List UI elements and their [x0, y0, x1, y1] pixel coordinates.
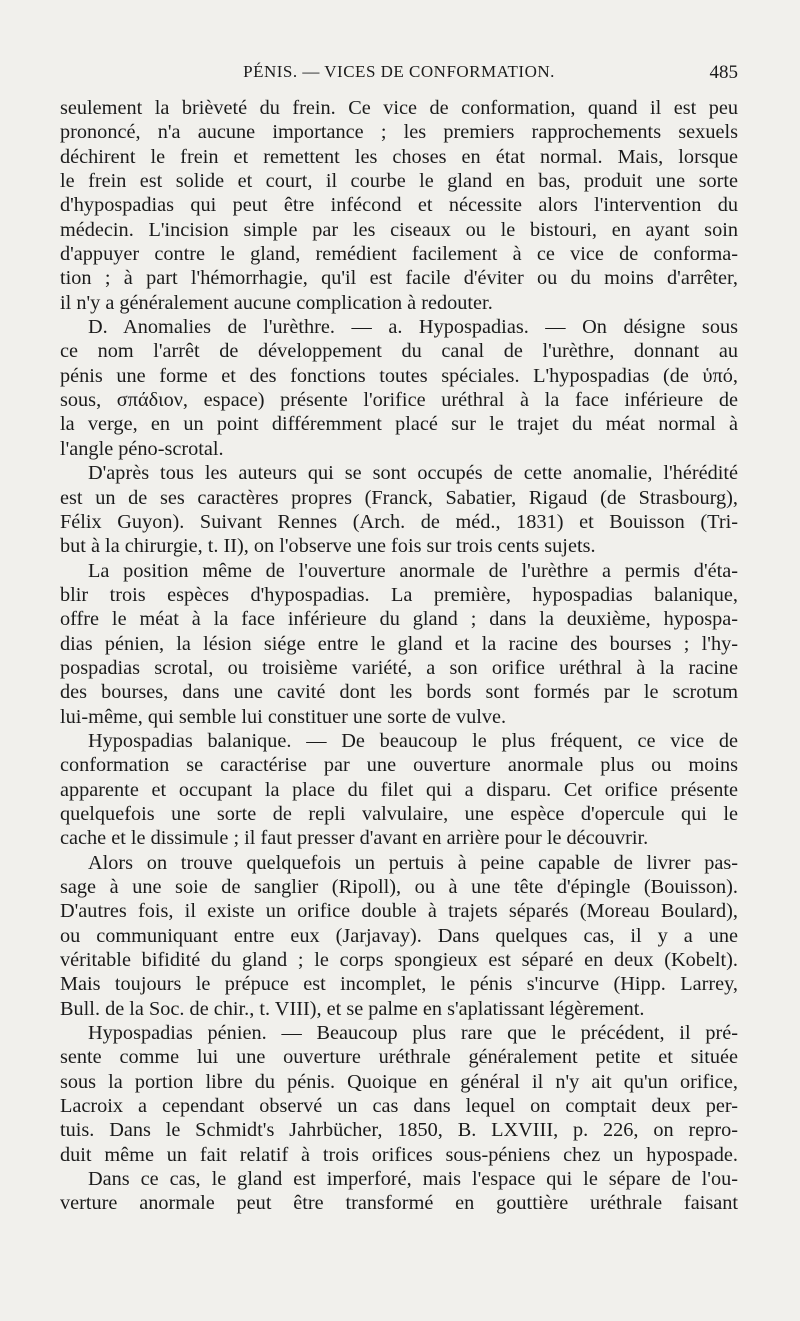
- text-line: dias pénien, la lésion siége entre le gland et la racine des bourses ; l'hy-: [60, 632, 738, 655]
- text-line: Hypospadias balanique. — De beaucoup le plus fréquent, ce vice de: [88, 729, 738, 752]
- text-line: sous, σπάδιον, espace) présente l'orifice uréthral à la face inférieure de: [60, 389, 738, 412]
- text-line: l'angle péno-scrotal.: [60, 437, 224, 460]
- text-line: déchirent le frein et remettent les choses en état normal. Mais, lorsque: [60, 145, 738, 168]
- text-line: La position même de l'ouverture anormale de l'urèthre a permis d'éta-: [88, 559, 738, 582]
- text-line: Bull. de la Soc. de chir., t. VIII), et se palme en s'aplatissant légèrement.: [60, 997, 645, 1020]
- text-line: Mais toujours le prépuce est incomplet, le pénis s'incurve (Hipp. Larrey,: [60, 973, 738, 996]
- text-line: Dans ce cas, le gland est imperforé, mais l'espace qui le sépare de l'ou-: [88, 1168, 738, 1191]
- text-line: pospadias scrotal, ou troisième variété, a son orifice uréthral à la racine: [60, 656, 738, 679]
- text-line: la verge, en un point différemment placé sur le trajet du méat normal à: [60, 413, 738, 436]
- text-line: Hypospadias pénien. — Beaucoup plus rare que le précédent, il pré-: [88, 1022, 738, 1045]
- running-title: PÉNIS. — VICES DE CONFORMATION.: [243, 62, 555, 81]
- text-line: conformation se caractérise par une ouverture anormale plus ou moins: [60, 754, 738, 777]
- text-line: quelquefois une sorte de repli valvulaire, une espèce d'opercule qui le: [60, 802, 738, 825]
- running-header: [60, 62, 738, 90]
- text-line: d'hypospadias qui peut être infécond et nécessite alors l'intervention du: [60, 194, 738, 217]
- text-line: Alors on trouve quelquefois un pertuis à peine capable de livrer pas-: [88, 851, 738, 874]
- text-line: médecin. L'incision simple par les ciseaux ou le bistouri, en ayant soin: [60, 218, 738, 241]
- text-line: blir trois espèces d'hypospadias. La première, hypospadias balanique,: [60, 583, 738, 606]
- text-line: apparente et occupant la place du filet qui a disparu. Cet orifice présente: [60, 778, 738, 801]
- text-line: offre le méat à la face inférieure du gland ; dans la deuxième, hypospa-: [60, 608, 738, 631]
- text-line: est un de ses caractères propres (Franck, Sabatier, Rigaud (de Strasbourg),: [60, 486, 738, 509]
- text-line: il n'y a généralement aucune complication à redouter.: [60, 291, 493, 314]
- text-line: ce nom l'arrêt de développement du canal de l'urèthre, donnant au: [60, 340, 738, 363]
- text-line: sage à une soie de sanglier (Ripoll), ou à une tête d'épingle (Bouisson).: [60, 876, 738, 898]
- text-line: seulement la brièveté du frein. Ce vice de conformation, quand il est peu: [60, 97, 738, 119]
- text-line: D'après tous les auteurs qui se sont occupés de cette anomalie, l'hérédité: [88, 462, 738, 485]
- text-line: le frein est solide et court, il courbe le gland en bas, produit une sorte: [60, 170, 738, 193]
- text-line: véritable bifidité du gland ; le corps spongieux est séparé en deux (Kobelt).: [60, 949, 738, 972]
- text-line: ou communiquant entre eux (Jarjavay). Dans quelques cas, il y a une: [60, 924, 738, 947]
- text-line: tion ; à part l'hémorrhagie, qu'il est facile d'éviter ou du moins d'arrêter,: [60, 267, 738, 290]
- text-line: cache et le dissimule ; il faut presser d'avant en arrière pour le découvrir.: [60, 827, 649, 850]
- text-line: duit même un fait relatif à trois orifices sous-péniens chez un hypospade.: [60, 1143, 738, 1166]
- text-line: lui-même, qui semble lui constituer une sorte de vulve.: [60, 705, 507, 728]
- text-line: verture anormale peut être transformé en gouttière uréthrale faisant: [60, 1192, 738, 1215]
- text-line: Félix Guyon). Suivant Rennes (Arch. de méd., 1831) et Bouisson (Tri-: [60, 510, 738, 533]
- text-line: D'autres fois, il existe un orifice double à trajets séparés (Moreau Boulard),: [60, 900, 738, 923]
- text-line: tuis. Dans le Schmidt's Jahrbücher, 1850, B. LXVIII, p. 226, on repro-: [60, 1119, 738, 1142]
- page-number: 485: [709, 62, 738, 83]
- text-line: sous la portion libre du pénis. Quoique en général il n'y ait qu'un orifice,: [60, 1070, 738, 1093]
- text-line: d'appuyer contre le gland, remédient facilement à ce vice de conforma-: [60, 243, 738, 266]
- text-line: but à la chirurgie, t. II), on l'observe une fois sur trois cents sujets.: [60, 535, 596, 558]
- text-line: pénis une forme et des fonctions toutes spéciales. L'hypospadias (de ὑπό,: [60, 364, 738, 387]
- text-line: des bourses, dans une cavité dont les bords sont formés par le scrotum: [60, 681, 738, 704]
- text-line: prononcé, n'a aucune importance ; les premiers rapprochements sexuels: [60, 121, 738, 144]
- text-line: sente comme lui une ouverture uréthrale généralement petite et située: [60, 1046, 738, 1069]
- body-text: [60, 96, 738, 1216]
- text-line: Lacroix a cependant observé un cas dans lequel on comptait deux per-: [60, 1095, 738, 1118]
- text-line: D. Anomalies de l'urèthre. — a. Hypospadias. — On désigne sous: [88, 316, 738, 339]
